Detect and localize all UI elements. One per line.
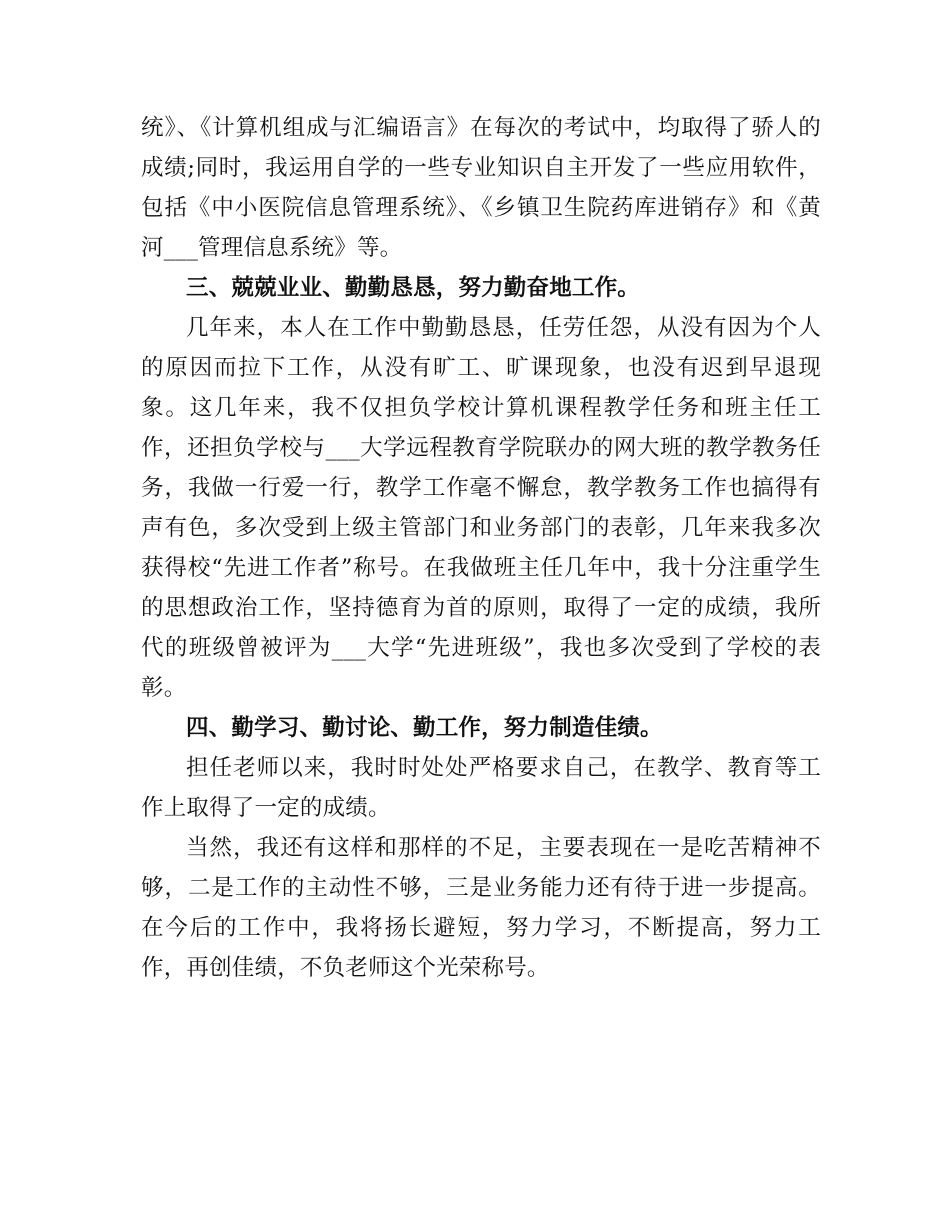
paragraph-work-attitude: 几年来，本人在工作中勤勤恳恳，任劳任怨，从没有因为个人的原因而拉下工作，从没有旷工、旷课现象，也没有迟到早退现象。这几年来，我不仅担负学校计算机课程教学任务和班主任工作，还担负学校与___大学远程教育学院联办的网大班的教学教务任务，我做一行爱一行，教学工作毫不懈怠，教学教务工作也搞得有声有色，多次受到上级主管部门和业务部门的表彰，几年来我多次获得校“先进工作者”称号。在我做班主任几年中，我十分注重学生的思想政治工作，坚持德育为首的原则，取得了一定的成绩，我所代的班级曾被评为___大学“先进班级”，我也多次受到了学校的表彰。 <box>141 315 821 701</box>
paragraph-continuation: 统》、《计算机组成与汇编语言》在每次的考试中，均取得了骄人的成绩;同时，我运用自学的一些专业知识自主开发了一些应用软件，包括《中小医院信息管理系统》、《乡镇卫生院药库进销存》和《黄河___管理信息系统》等。 <box>141 115 821 261</box>
section-heading-four: 四、勤学习、勤讨论、勤工作，努力制造佳绩。 <box>186 715 663 741</box>
section-heading-three: 三、兢兢业业、勤勤恳恳，努力勤奋地工作。 <box>186 275 641 301</box>
paragraph-achievements: 担任老师以来，我时时处处严格要求自己，在教学、教育等工作上取得了一定的成绩。 <box>141 755 821 821</box>
paragraph-shortcomings: 当然，我还有这样和那样的不足，主要表现在一是吃苦精神不够，二是工作的主动性不够，三是业务能力还有待于进一步提高。在今后的工作中，我将扬长避短，努力学习，不断提高，努力工作，再创佳绩，不负老师这个光荣称号。 <box>141 835 821 981</box>
document-page <box>141 108 821 988</box>
